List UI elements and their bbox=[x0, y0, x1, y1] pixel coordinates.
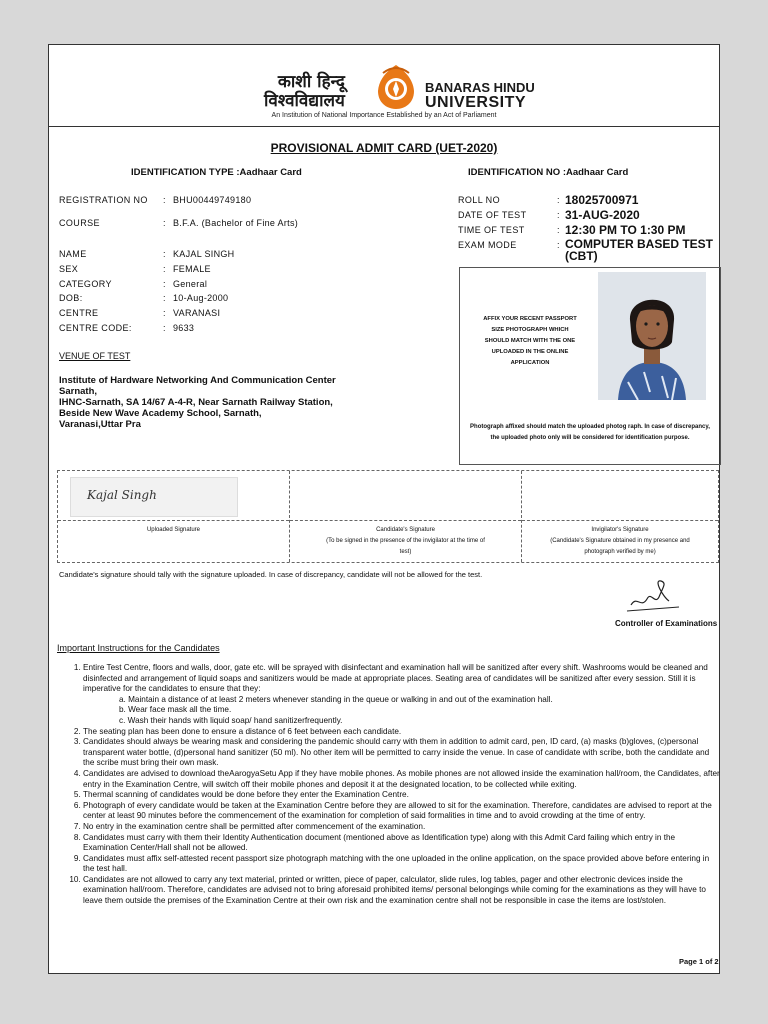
instruction-item: 7. No entry in the examination centre shall be permitted after commencement of the examination. bbox=[83, 822, 721, 833]
time-label: TIME OF TEST bbox=[458, 225, 525, 235]
photo-box bbox=[459, 267, 721, 465]
controller-of-examinations: Controller of Examinations bbox=[615, 619, 718, 628]
university-header bbox=[49, 45, 719, 127]
univ-line-1: BANARAS HINDU bbox=[425, 80, 535, 95]
instruction-text: Entire Test Centre, floors and walls, door, gate etc. will be sprayed with disinfectant and examination hall will be sanitized after every shift. Washrooms would be cleaned and disinfected and arrangement of liquid soaps and sanitizers would be made at appropriate places. Seating area of candidates will be sanitized after every session. Still it is imperative for the candidates to ensure that they: bbox=[83, 663, 708, 694]
university-name bbox=[425, 80, 535, 110]
time-value: 12:30 PM TO 1:30 PM bbox=[565, 223, 686, 237]
university-seal-icon bbox=[373, 63, 419, 111]
hindi-line-1: काशी हिन्दू bbox=[277, 72, 345, 92]
instruction-subitem: b. Wear face mask all the time. bbox=[119, 705, 232, 715]
hindi-line-2: विश्वविद्यालय bbox=[264, 91, 345, 111]
instruction-subitem: c. Wash their hands with liquid soap/ hand sanitizerfrequently. bbox=[119, 715, 343, 725]
affix-line: AFFIX YOUR RECENT PASSPORT bbox=[483, 316, 577, 322]
instruction-item: 6. Photograph of every candidate would be taken at the Examination Centre before they are allowed to sit for the examination. Therefore, candidates are advised to report at the center at least 90 minutes before the commencement of the examination for completion of said formalities in time and to avoid crowding at the time of entry. bbox=[83, 801, 721, 822]
signature-section bbox=[57, 470, 719, 563]
identification-type: IDENTIFICATION TYPE :Aadhaar Card bbox=[131, 167, 302, 178]
instruction-item: 10. Candidates are not allowed to carry any text material, printed or written, piece of paper, calculator, slide rules, log tables, pager and other electronic devices inside the examination hall/room. Therefore, candidates are advised not to bring aforesaid prohibited items/ personal belongings while coming for the examinations as they will have to leave them outside the premises of the Examination Centre at their own risk and the examination centre shall not be responsible in case the items are lost/stolen. bbox=[83, 875, 721, 907]
name-label: NAME bbox=[59, 249, 87, 259]
instruction-item: 8. Candidates must carry with them their Identity Authentication document (mentioned above as Identification type) along with this Admit Card failing which entry in the Examination Center/Hall shall not be allowed. bbox=[83, 833, 721, 854]
instruction-item bbox=[83, 663, 721, 727]
mode-line-1: COMPUTER BASED TEST bbox=[565, 237, 714, 251]
instruction-subitem: a. Maintain a distance of at least 2 meters whenever standing in the queue or walking in and out of the examination hall. bbox=[119, 694, 553, 704]
uploaded-signature-image bbox=[70, 477, 238, 517]
dob-label: DOB: bbox=[59, 293, 83, 303]
invigilator-signature-caption bbox=[522, 525, 718, 558]
colon: : bbox=[163, 279, 166, 289]
colon: : bbox=[557, 240, 560, 250]
instruction-item: 3. Candidates should always be wearing mask and considering the pandemic should carry with them in addition to admit card, pen, ID card, (a) masks (b)gloves, (c)personal transparent water bottle, (d)personal hand sanitizer (50 ml). No other item will be permitted to carry inside the venue. In case of candidate with scribe, both the candidate and the scribe must bring their own mask. bbox=[83, 737, 721, 769]
candidate-photo bbox=[598, 272, 706, 400]
colon: : bbox=[163, 293, 166, 303]
date-value: 31-AUG-2020 bbox=[565, 208, 640, 222]
caption-line: photograph verified by me) bbox=[584, 549, 656, 555]
affix-line: SHOULD MATCH WITH THE ONE bbox=[484, 338, 576, 344]
caption-line: Invigilator's Signature bbox=[591, 527, 649, 533]
colon: : bbox=[163, 264, 166, 274]
invigilator-signature-area bbox=[522, 471, 718, 521]
venue-address bbox=[59, 375, 389, 430]
sex-value: FEMALE bbox=[173, 264, 211, 274]
photo-note-line: Photograph affixed should match the uploaded photog raph. In case of discrepancy, bbox=[470, 424, 710, 430]
instruction-item: 5. Thermal scanning of candidates would be done before they enter the Examination Centre. bbox=[83, 790, 721, 801]
candidate-portrait-icon bbox=[598, 272, 706, 400]
uploaded-signature-caption: Uploaded Signature bbox=[146, 527, 201, 533]
colon: : bbox=[163, 308, 166, 318]
name-value: KAJAL SINGH bbox=[173, 249, 235, 259]
uploaded-signature-text: Kajal Singh bbox=[87, 488, 157, 502]
mode-value bbox=[565, 238, 713, 262]
photo-note bbox=[460, 422, 720, 444]
caption-line: (Candidate's Signature obtained in my presence and bbox=[550, 538, 690, 544]
caption-line: (To be signed in the presence of the invigilator at the time of bbox=[326, 538, 485, 544]
colon: : bbox=[163, 218, 166, 228]
centre-code-label: CENTRE CODE: bbox=[59, 323, 132, 333]
colon: : bbox=[557, 225, 560, 235]
identification-no: IDENTIFICATION NO :Aadhaar Card bbox=[468, 167, 629, 178]
uploaded-signature-area bbox=[58, 471, 289, 521]
affix-photo-instructions bbox=[470, 314, 590, 369]
candidate-signature-cell bbox=[290, 471, 522, 562]
instruction-item: 2. The seating plan has been done to ensure a distance of 6 feet between each candidate. bbox=[83, 727, 721, 738]
centre-label: CENTRE bbox=[59, 308, 99, 318]
venue-line: Sarnath, bbox=[59, 386, 98, 397]
candidate-signature-caption bbox=[290, 525, 521, 558]
sex-label: SEX bbox=[59, 264, 79, 274]
venue-line: IHNC-Sarnath, SA 14/67 A-4-R, Near Sarnath Railway Station, bbox=[59, 397, 333, 408]
hindi-logo-text bbox=[264, 73, 345, 111]
registration-label: REGISTRATION NO bbox=[59, 195, 148, 205]
admit-card-page bbox=[48, 44, 720, 974]
caption-line: test) bbox=[399, 549, 412, 555]
roll-value: 18025700971 bbox=[565, 193, 639, 207]
venue-line: Institute of Hardware Networking And Communication Center bbox=[59, 375, 336, 386]
univ-line-2: UNIVERSITY bbox=[425, 94, 527, 111]
mode-line-2: (CBT) bbox=[565, 249, 598, 263]
category-label: CATEGORY bbox=[59, 279, 112, 289]
university-tagline: An Institution of National Importance Established by an Act of Parliament bbox=[271, 112, 497, 119]
uploaded-signature-cell bbox=[58, 471, 290, 562]
centre-code-value: 9633 bbox=[173, 323, 195, 333]
page-title: PROVISIONAL ADMIT CARD (UET-2020) bbox=[270, 141, 498, 155]
affix-line: UPLOADED IN THE ONLINE bbox=[491, 349, 569, 355]
colon: : bbox=[163, 323, 166, 333]
venue-line: Varanasi,Uttar Pra bbox=[59, 419, 141, 430]
dob-value: 10-Aug-2000 bbox=[173, 293, 229, 303]
page-number: Page 1 of 2 bbox=[679, 957, 719, 966]
affix-line: APPLICATION bbox=[510, 360, 550, 366]
course-label: COURSE bbox=[59, 218, 100, 228]
photo-note-line: the uploaded photo only will be considered for identification purpose. bbox=[490, 435, 690, 441]
category-value: General bbox=[173, 279, 208, 289]
instruction-item: 4. Candidates are advised to download theAarogyaSetu App if they have mobile phones. As mobile phones are not allowed inside the examination hall/room, the Candidates, after entry in the Examination Centre, will switch off their mobile phones and deposit it at the designated location, to be collected while exiting. bbox=[83, 769, 721, 790]
course-value: B.F.A. (Bachelor of Fine Arts) bbox=[173, 218, 299, 228]
affix-line: SIZE PHOTOGRAPH WHICH bbox=[491, 327, 569, 333]
roll-label: ROLL NO bbox=[458, 195, 500, 205]
colon: : bbox=[163, 195, 166, 205]
instruction-item: 9. Candidates must affix self-attested recent passport size photograph matching with the one uploaded in the online application, on the space provided above before entering in the test hall. bbox=[83, 854, 721, 875]
colon: : bbox=[557, 195, 560, 205]
instructions-heading: Important Instructions for the Candidates bbox=[57, 643, 220, 653]
caption-line: Candidate's Signature bbox=[376, 527, 435, 533]
controller-signature-icon bbox=[623, 575, 683, 615]
centre-value: VARANASI bbox=[173, 308, 221, 318]
instructions-list bbox=[61, 663, 721, 907]
candidate-signature-area bbox=[290, 471, 521, 521]
invigilator-signature-cell bbox=[522, 471, 718, 562]
colon: : bbox=[163, 249, 166, 259]
venue-heading: VENUE OF TEST bbox=[59, 351, 131, 361]
date-label: DATE OF TEST bbox=[458, 210, 527, 220]
mode-label: EXAM MODE bbox=[458, 240, 517, 250]
venue-line: Beside New Wave Academy School, Sarnath, bbox=[59, 408, 262, 419]
registration-value: BHU00449749180 bbox=[173, 195, 252, 205]
colon: : bbox=[557, 210, 560, 220]
signature-tally-note: Candidate's signature should tally with the signature uploaded. In case of discrepancy, candidate will not be allowed for the test. bbox=[59, 570, 483, 579]
